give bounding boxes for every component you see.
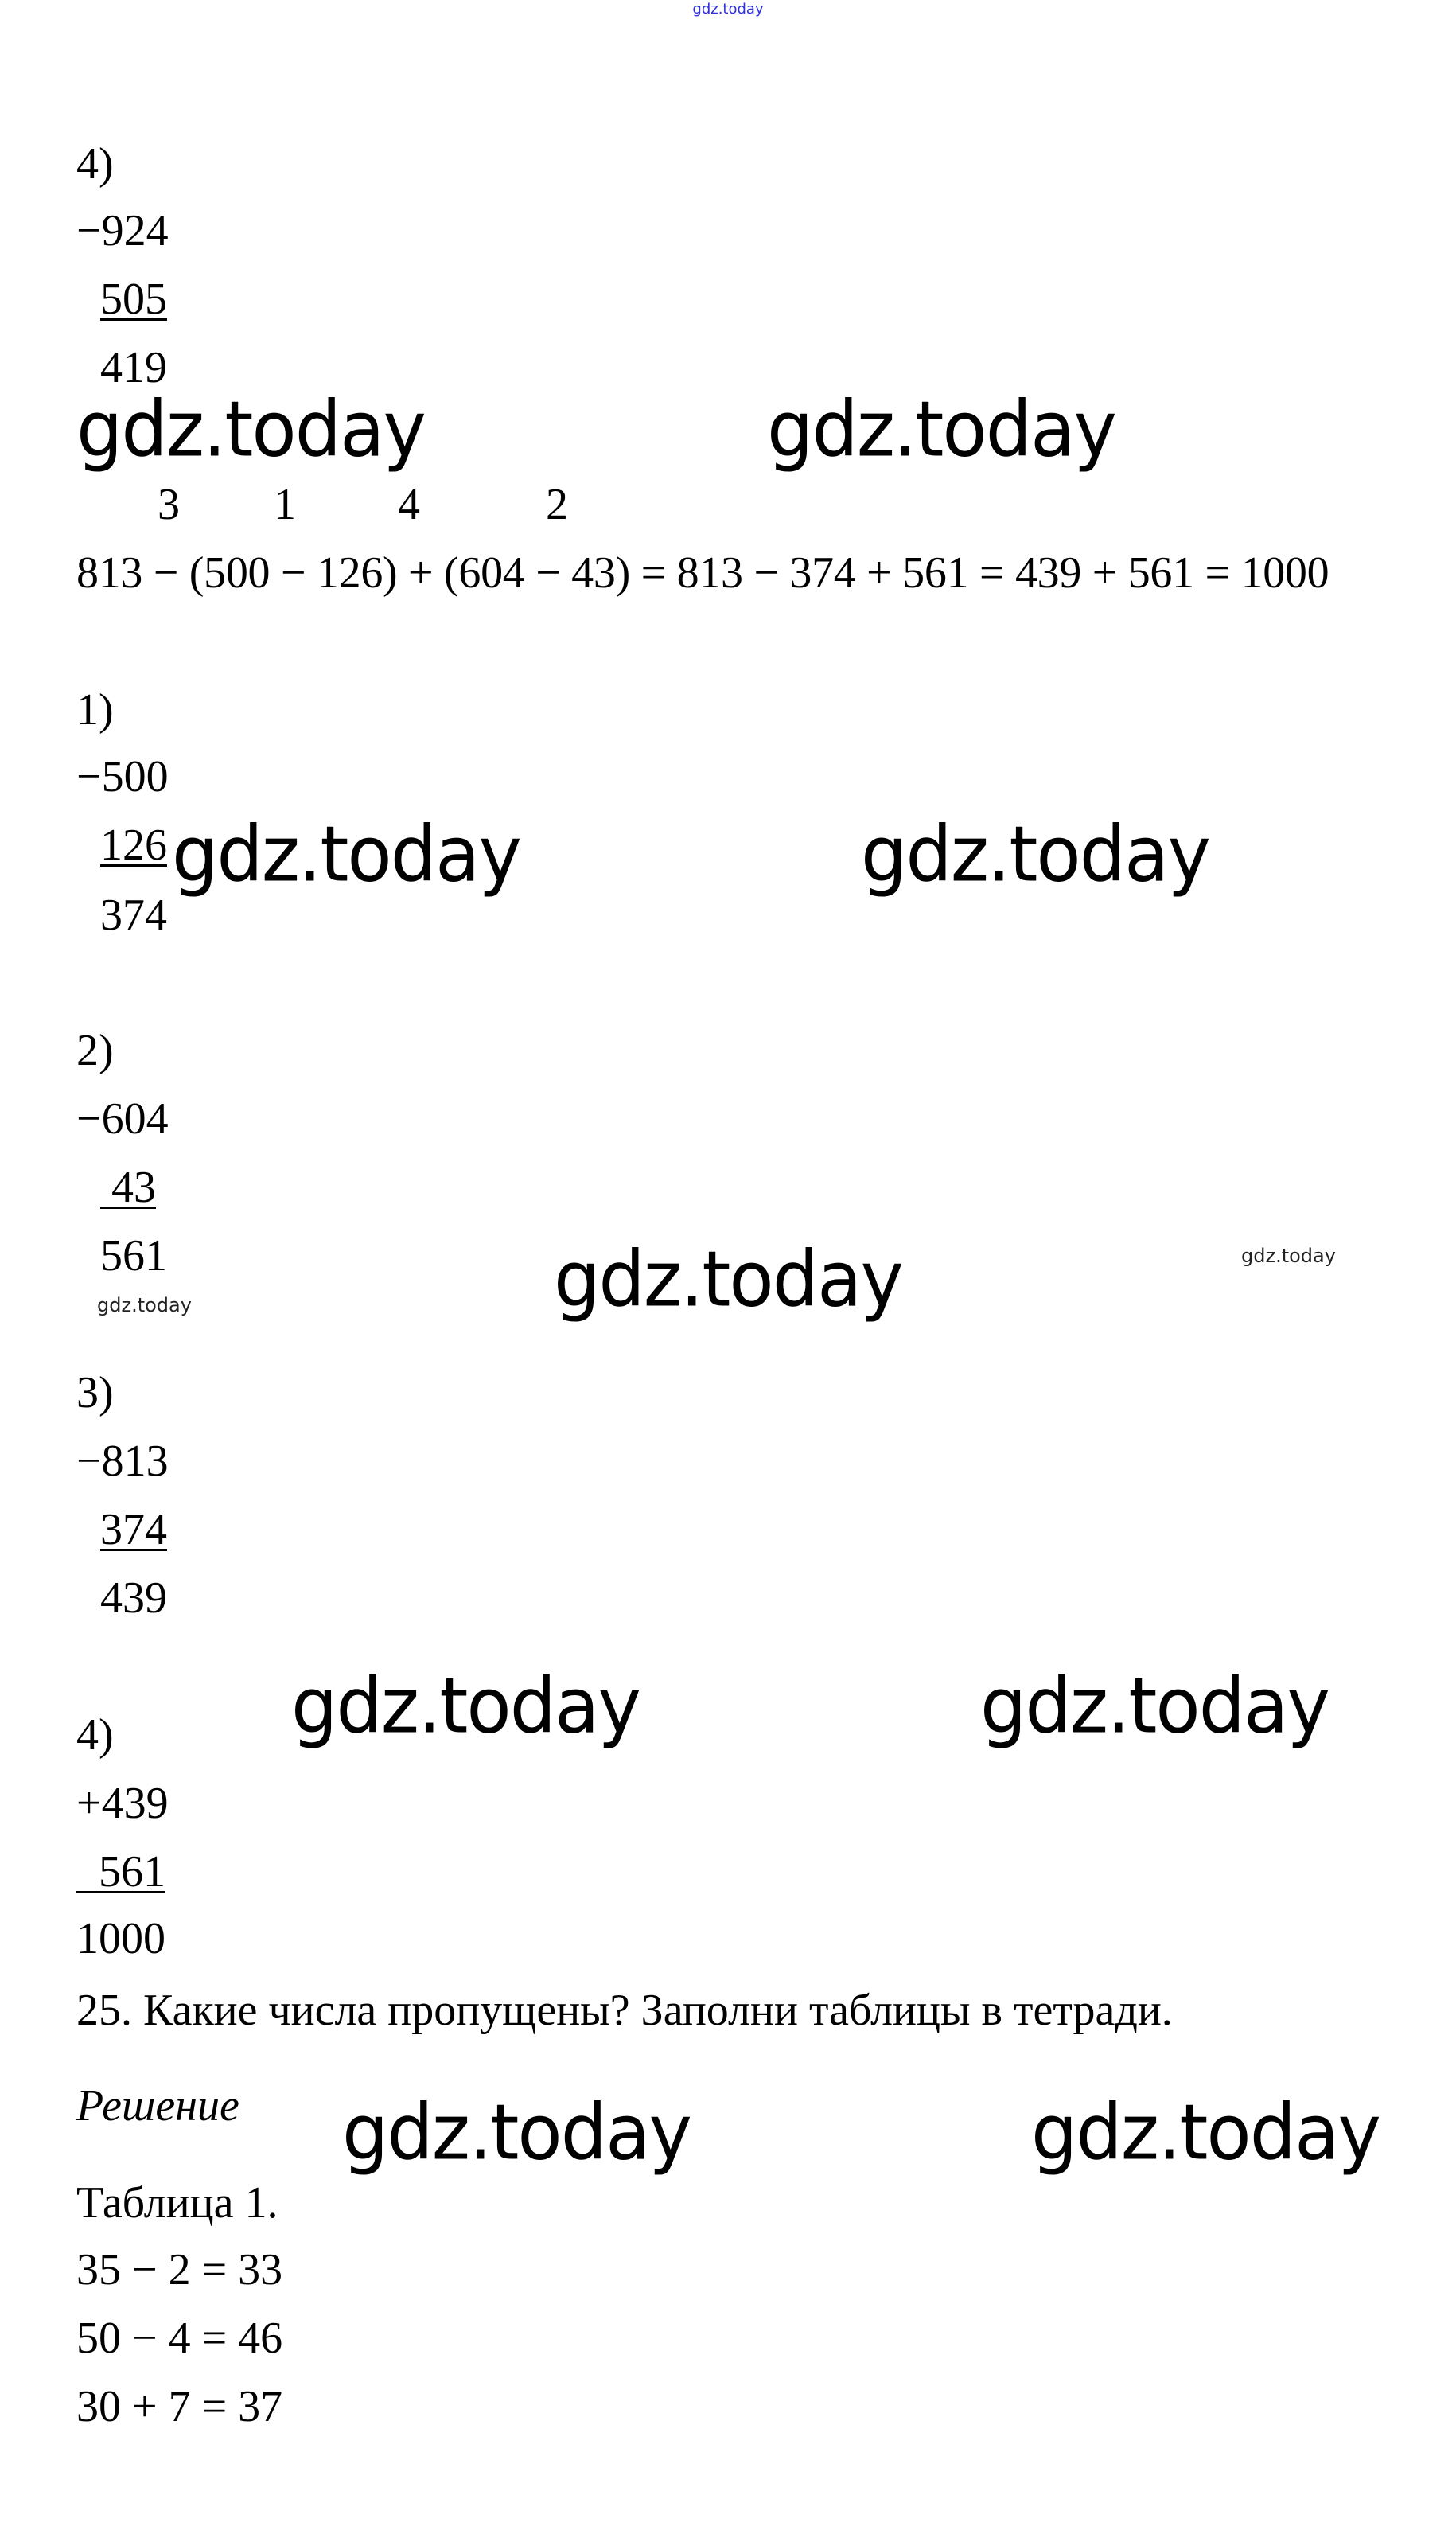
watermark: gdz.today	[76, 384, 425, 474]
watermark: gdz.today	[172, 809, 520, 899]
watermark: gdz.today	[342, 2088, 691, 2177]
step-label: 1)	[76, 685, 114, 735]
watermark: gdz.today	[767, 384, 1115, 474]
order-mark: 4	[398, 480, 420, 529]
watermark: gdz.today	[861, 809, 1209, 899]
table-row: 50 − 4 = 46	[76, 2314, 283, 2363]
expression: 813 − (500 − 126) + (604 − 43) = 813 − 374 + 561 = 439 + 561 = 1000	[76, 548, 1329, 598]
watermark: gdz.today	[1031, 2088, 1380, 2177]
minuend: −500	[76, 752, 169, 801]
order-mark: 1	[274, 480, 296, 529]
addend: +439	[76, 1779, 169, 1828]
watermark: gdz.today	[980, 1661, 1329, 1751]
table-title: Таблица 1.	[76, 2178, 278, 2228]
minuend: −604	[76, 1094, 169, 1144]
minuend: −813	[76, 1437, 169, 1486]
table-row: 35 − 2 = 33	[76, 2245, 283, 2294]
order-mark: 3	[158, 480, 180, 529]
subtrahend: 374	[100, 1505, 167, 1554]
subtrahend: 43	[100, 1163, 156, 1212]
small-watermark: gdz.today	[1241, 1245, 1336, 1267]
small-watermark: gdz.today	[97, 1294, 192, 1316]
minuend: −924	[76, 206, 169, 255]
task-text: 25. Какие числа пропущены? Заполни таблицы в тетради.	[76, 1986, 1173, 2035]
result: 1000	[76, 1914, 165, 1963]
solution-label: Решение	[76, 2081, 239, 2131]
order-mark: 2	[546, 480, 568, 529]
addend: 561	[76, 1847, 165, 1897]
result: 419	[100, 343, 167, 392]
result: 439	[100, 1573, 167, 1623]
watermark: gdz.today	[554, 1234, 902, 1324]
step-label: 3)	[76, 1368, 114, 1417]
result: 561	[100, 1231, 167, 1281]
subtrahend: 126	[100, 821, 167, 870]
subtrahend: 505	[100, 275, 167, 324]
step-label: 2)	[76, 1026, 114, 1075]
header-watermark: gdz.today	[692, 1, 764, 18]
result: 374	[100, 891, 167, 940]
block-label: 4)	[76, 139, 114, 189]
step-label: 4)	[76, 1710, 114, 1760]
watermark: gdz.today	[291, 1661, 640, 1751]
table-row: 30 + 7 = 37	[76, 2382, 283, 2431]
